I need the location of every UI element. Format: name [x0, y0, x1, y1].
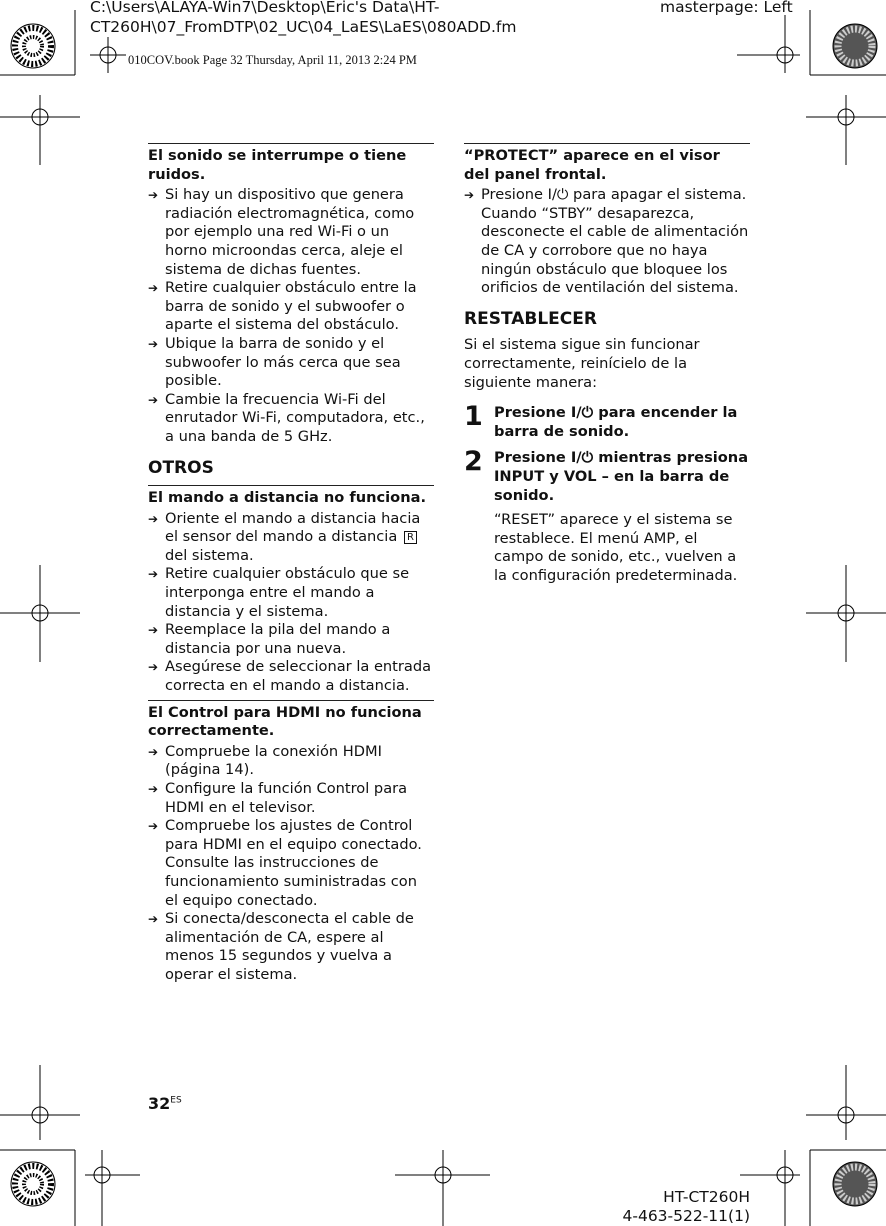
model-number: HT-CT260H: [663, 1188, 750, 1206]
document-code: 4-463-522-11(1): [622, 1207, 750, 1225]
arrow-icon: ➔: [148, 660, 159, 675]
arrow-icon: ➔: [148, 623, 159, 638]
starburst-mark-bl: [11, 1162, 55, 1206]
arrow-icon: ➔: [148, 188, 159, 203]
file-path-line-1: C:\Users\ALAYA-Win7\Desktop\Eric's Data\HT-: [90, 0, 440, 16]
arrow-icon: ➔: [148, 511, 159, 526]
section-title: El mando a distancia no funciona.: [148, 485, 434, 508]
list-item: ➔ Configure la función Control para HDMI en el televisor.: [148, 780, 408, 816]
list-item: ➔ Cambie la frecuencia Wi-Fi del enrutador Wi-Fi, computadora, etc., a una banda de 5 GHz.: [148, 390, 425, 445]
starburst-mark-tl: [11, 24, 55, 68]
reset-intro: Si el sistema sigue sin funcionar correctamente, reinícielo de la siguiente manera:: [464, 336, 700, 391]
list-item: ➔ Asegúrese de seleccionar la entrada correcta en el mando a distancia.: [148, 658, 432, 695]
step-number: 1: [464, 401, 483, 433]
crosshair-mark-r-mid: [806, 565, 886, 662]
section-title: El sonido se interrumpe o tiene ruidos.: [148, 143, 434, 184]
step-description: “RESET” aparece y el sistema se restablece. El menú AMP, el campo de sonido, etc., vuelven a la configuración predeterminada.: [494, 511, 738, 584]
step-number: 2: [464, 446, 483, 478]
right-column: [464, 143, 750, 593]
list-item: ➔ Oriente el mando a distancia hacia el sensor del mando a distancia R del sistema.: [148, 509, 421, 564]
list-item: ➔ Presione I/⏻ para apagar el sistema. Cuando “STBY” desaparezca, desconecte el cable de alimentación de CA y corrobore que no haya ningún obstáculo que bloquee los orificios de ventilación del sistema.: [464, 186, 749, 297]
section-title: El Control para HDMI no funciona correctamente.: [148, 700, 434, 741]
page-suffix: ES: [170, 1095, 182, 1106]
step-text: Presione I/⏻ para encender la barra de sonido.: [494, 404, 738, 440]
arrow-icon: ➔: [148, 912, 159, 927]
footer: [623, 1188, 751, 1226]
crosshair-mark-l-top: [0, 95, 80, 165]
page-number: $32^{ES}$: [148, 1094, 182, 1113]
crosshair-mark-l-mid: [0, 565, 80, 662]
list-item: ➔ Retire cualquier obstáculo que se interponga entre el mando a distancia y el sistema.: [148, 565, 410, 620]
section-heading-restablecer: RESTABLECER: [464, 308, 597, 329]
arrow-icon: ➔: [148, 819, 159, 834]
section-title: “PROTECT” aparece en el visor del panel frontal.: [464, 143, 750, 184]
arrow-icon: ➔: [148, 281, 159, 296]
list-item: ➔ Compruebe la conexión HDMI (página 14).: [148, 742, 382, 779]
remote-sensor-icon: R: [404, 531, 417, 544]
list-item: ➔ Si hay un dispositivo que genera radiación electromagnética, como por ejemplo una red Wi-Fi o un horno microondas cerca, aleje el sistema de dichas fuentes.: [148, 186, 415, 278]
arrow-icon: ➔: [148, 336, 159, 351]
arrow-icon: ➔: [148, 392, 159, 407]
list-item: ➔ Retire cualquier obstáculo entre la barra de sonido y el subwoofer o aparte el sistema del obstáculo.: [148, 279, 417, 334]
section-heading-otros: OTROS: [148, 457, 214, 478]
starburst-mark-tr: [833, 24, 877, 68]
arrow-icon: ➔: [148, 782, 159, 796]
arrow-icon: ➔: [148, 744, 159, 759]
crosshair-mark-tl-top: [90, 37, 126, 73]
left-column: [148, 143, 434, 985]
file-path-line-2: CT260H\07_FromDTP\02_UC\04_LaES\LaES\080ADD.fm: [90, 18, 517, 36]
crosshair-mark-tr-top: [737, 15, 800, 73]
list-item: ➔ Reemplace la pila del mando a distancia por una nueva.: [148, 621, 391, 657]
crosshair-mark-b2: [395, 1150, 490, 1226]
list-item: ➔ Ubique la barra de sonido y el subwoofer lo más cerca que sea posible.: [148, 334, 401, 390]
starburst-mark-br: [833, 1162, 877, 1206]
list-item: ➔ Si conecta/desconecta el cable de alimentación de CA, espere al menos 15 segundos y vuelva a operar el sistema.: [148, 910, 414, 983]
file-path: [90, 0, 516, 37]
crosshair-mark-r-top: [806, 95, 886, 165]
step-text: Presione I/⏻ mientras presiona INPUT y VOL – en la barra de sonido.: [494, 449, 749, 504]
crosshair-mark-b1: [85, 1150, 140, 1226]
crosshair-mark-r-bot: [806, 1065, 886, 1140]
step-1: [464, 401, 750, 441]
masterpage-label: masterpage: Left: [660, 0, 793, 16]
crosshair-mark-l-bot: [0, 1065, 80, 1140]
arrow-icon: ➔: [148, 567, 159, 582]
book-info-line: 010COV.book Page 32 Thursday, April 11, 2013 2:24 PM: [128, 53, 417, 67]
step-2: [464, 446, 750, 585]
list-item: ➔ Compruebe los ajustes de Control para HDMI en el equipo conectado. Consulte las instrucciones de funcionamiento suministradas con el equipo conectado.: [148, 817, 422, 909]
arrow-icon: ➔: [464, 188, 475, 203]
